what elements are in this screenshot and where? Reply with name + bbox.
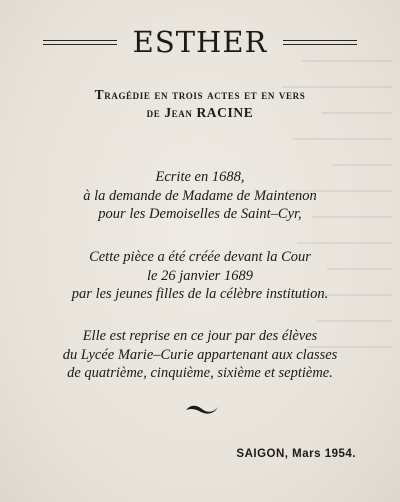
paragraph-line: du Lycée Marie–Curie appartenant aux classes [62,346,338,363]
paragraph-line: à la demande de Madame de Maintenon [83,187,317,204]
paragraph-line: de quatrième, cinquième, sixième et septième. [67,365,333,381]
left-double-rule [43,40,117,45]
paragraph-line: par les jeunes filles de la célèbre institution. [71,286,329,302]
subtitle-line-2: de Jean RACINE [146,105,254,120]
subtitle [0,86,400,122]
page-title: ESTHER [132,25,268,59]
paragraph-line: pour les Demoiselles de Saint–Cyr, [98,206,302,222]
paragraph-premiere [0,248,400,304]
swash-ornament-icon [185,402,219,416]
paragraph-line: le 26 janvier 1689 [147,267,253,284]
paragraph-revival [0,327,400,383]
paragraph-line: Cette pièce a été créée devant la Cour [89,249,311,265]
paragraph-line: Elle est reprise en ce jour par des élèves [82,328,318,344]
subtitle-line-1: Tragédie en trois actes et en vers [94,87,306,102]
title-row [40,22,360,62]
right-double-rule [283,40,357,45]
place-and-date: SAIGON, Mars 1954. [236,448,356,460]
paragraph-line: Ecrite en 1688, [155,169,245,185]
paragraph-origin [0,168,400,224]
